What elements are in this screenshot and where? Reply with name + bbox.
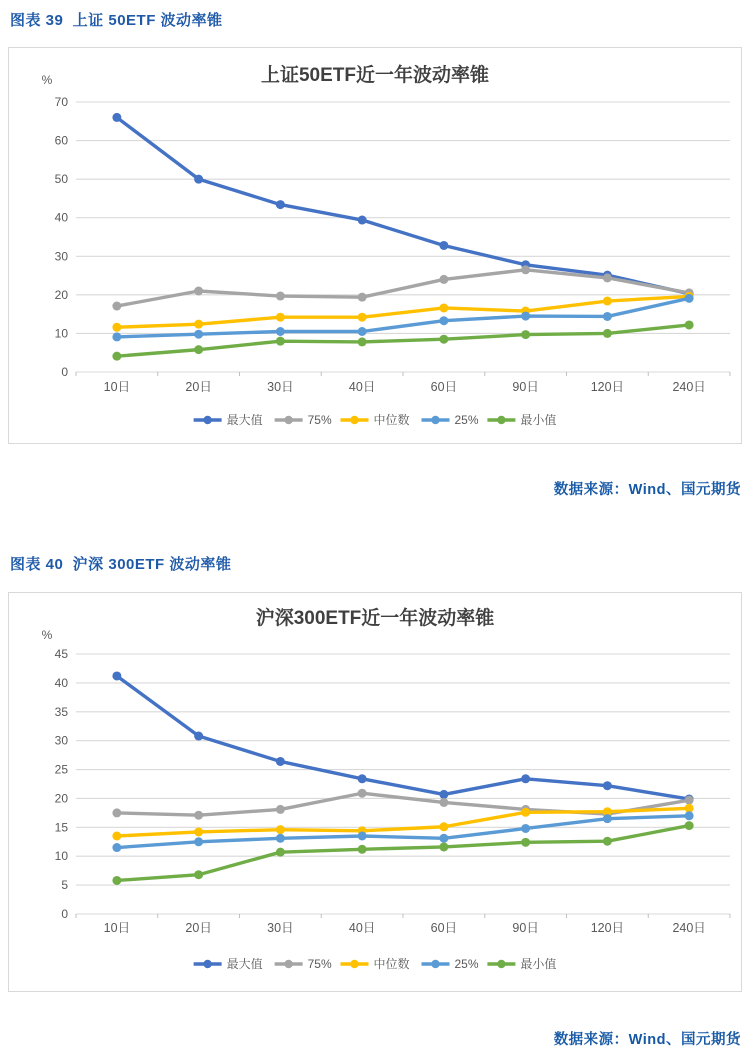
legend-item-series-p75 <box>275 413 332 427</box>
series-p75-marker <box>685 796 694 805</box>
legend-item-series-p25 <box>422 413 479 427</box>
legend-item-series-min <box>487 956 556 971</box>
svg-text:10日: 10日 <box>103 380 131 394</box>
svg-text:40: 40 <box>54 675 68 690</box>
series-min-marker <box>358 845 367 854</box>
legend-item-series-p75 <box>275 957 332 971</box>
series-max-marker <box>358 216 367 225</box>
svg-text:20: 20 <box>54 791 68 806</box>
legend-marker-icon <box>431 416 439 424</box>
series-median-marker <box>276 313 285 322</box>
legend-marker-icon <box>350 416 358 424</box>
series-max-marker <box>276 757 285 766</box>
series-min-marker <box>276 337 285 346</box>
legend-marker-icon <box>203 960 211 968</box>
series-median-marker <box>194 320 203 329</box>
series-min-marker <box>112 876 121 885</box>
svg-text:15: 15 <box>54 820 68 835</box>
series-max <box>112 671 693 803</box>
series-min-marker <box>521 838 530 847</box>
chart-title: 沪深300ETF近一年波动率锥 <box>255 608 495 629</box>
series-p75-marker <box>112 808 121 817</box>
sse50-chart-canvas <box>9 48 741 443</box>
series-p75-marker <box>439 275 448 284</box>
svg-text:30: 30 <box>54 249 68 264</box>
svg-text:30日: 30日 <box>267 380 294 394</box>
series-p25-marker <box>358 327 367 336</box>
series-min-marker <box>685 320 694 329</box>
series-max-marker <box>358 774 367 783</box>
series-p25-marker <box>276 327 285 336</box>
legend-item-label: 中位数 <box>373 413 410 427</box>
svg-text:60日: 60日 <box>430 921 458 935</box>
legend-marker-icon <box>350 960 358 968</box>
legend-item-label: 最小值 <box>520 413 557 427</box>
series-p75-marker <box>358 293 367 302</box>
svg-text:40: 40 <box>54 210 68 225</box>
legend-marker-icon <box>497 416 505 424</box>
chart-legend <box>194 956 557 971</box>
y-axis-tick-labels <box>55 95 69 379</box>
legend-marker-icon <box>284 960 292 968</box>
series-min-marker <box>112 352 121 361</box>
legend-marker-icon <box>431 960 439 968</box>
series-max-marker <box>194 732 203 741</box>
series-max-marker <box>276 200 285 209</box>
svg-text:0: 0 <box>61 365 68 379</box>
series-max-marker <box>521 774 530 783</box>
series-p75-marker <box>439 798 448 807</box>
legend-item-label: 最大值 <box>226 413 263 427</box>
data-source-line-1: 数据来源：Wind、国元期货 <box>553 482 741 498</box>
x-axis-category-labels <box>104 380 706 394</box>
series-median-marker <box>439 303 448 312</box>
x-axis-category-labels <box>104 921 706 935</box>
series-median-marker <box>194 827 203 836</box>
y-axis-tick-labels <box>55 647 69 921</box>
series-p25-marker <box>521 824 530 833</box>
series-min-marker <box>194 345 203 354</box>
series-p75-marker <box>112 302 121 311</box>
series-p25-marker <box>603 312 612 321</box>
series-p75-marker <box>276 805 285 814</box>
series-median-marker <box>276 825 285 834</box>
series-min-marker <box>439 335 448 344</box>
svg-text:50: 50 <box>54 172 68 187</box>
chart-legend <box>194 412 557 427</box>
svg-text:45: 45 <box>54 647 68 661</box>
series-max-marker <box>439 790 448 799</box>
series-min-marker <box>439 842 448 851</box>
series-p75-marker <box>276 292 285 301</box>
svg-text:30日: 30日 <box>267 921 294 935</box>
csi300-volatility-cone-chart <box>8 592 742 992</box>
legend-item-series-p25 <box>422 957 479 971</box>
series-p25-marker <box>276 834 285 843</box>
svg-text:10: 10 <box>54 849 68 864</box>
legend-marker-icon <box>497 960 505 968</box>
svg-text:240日: 240日 <box>672 921 706 935</box>
series-min-marker <box>194 870 203 879</box>
legend-item-series-max <box>194 412 263 427</box>
series-max-marker <box>112 671 121 680</box>
legend-item-label: 最大值 <box>226 957 263 971</box>
series-p25-marker <box>112 332 121 341</box>
series-median-marker <box>358 313 367 322</box>
series-p25-marker <box>521 312 530 321</box>
series-p75-marker <box>358 789 367 798</box>
series-p25-marker <box>439 834 448 843</box>
legend-marker-icon <box>203 416 211 424</box>
series-p25-marker <box>112 843 121 852</box>
series-p75-marker <box>521 265 530 274</box>
series-max-marker <box>112 113 121 122</box>
svg-text:25: 25 <box>54 762 68 777</box>
legend-item-label: 最小值 <box>520 957 557 971</box>
series-min-marker <box>521 330 530 339</box>
svg-text:90日: 90日 <box>512 921 539 935</box>
legend-item-label: 中位数 <box>373 957 410 971</box>
chart-title: 上证50ETF近一年波动率锥 <box>260 65 490 86</box>
series-p75-marker <box>194 287 203 296</box>
svg-text:120日: 120日 <box>590 921 625 935</box>
legend-item-label: 75% <box>307 413 332 427</box>
series-p25-marker <box>685 811 694 820</box>
legend-item-series-median <box>341 956 410 971</box>
svg-text:20: 20 <box>54 287 68 302</box>
x-axis-tick-marks <box>76 914 730 918</box>
series-min-marker <box>603 329 612 338</box>
sse50-volatility-cone-chart <box>8 47 742 444</box>
series-min-marker <box>685 821 694 830</box>
series-max-marker <box>439 241 448 250</box>
svg-text:20日: 20日 <box>185 380 212 394</box>
svg-text:60日: 60日 <box>430 380 458 394</box>
series-p75-marker <box>603 273 612 282</box>
svg-text:70: 70 <box>54 95 68 109</box>
data-source-line-2: 数据来源：Wind、国元期货 <box>553 1032 741 1048</box>
y-axis-unit-label: % <box>41 628 53 642</box>
legend-item-label: 75% <box>307 957 332 971</box>
legend-item-series-max <box>194 956 263 971</box>
series-p25-marker <box>194 330 203 339</box>
series-min-marker <box>276 848 285 857</box>
legend-item-series-min <box>487 412 556 427</box>
legend-item-label: 25% <box>454 957 479 971</box>
svg-text:40日: 40日 <box>348 380 376 394</box>
series-median-marker <box>112 832 121 841</box>
svg-text:240日: 240日 <box>672 380 706 394</box>
svg-text:40日: 40日 <box>348 921 376 935</box>
series-p25-marker <box>194 837 203 846</box>
svg-text:120日: 120日 <box>590 380 625 394</box>
svg-text:90日: 90日 <box>512 380 539 394</box>
legend-item-label: 25% <box>454 413 479 427</box>
series-median-marker <box>603 297 612 306</box>
series-median-marker <box>112 323 121 332</box>
series-median-marker <box>439 822 448 831</box>
y-axis-unit-label: % <box>41 73 53 87</box>
svg-text:10: 10 <box>54 326 68 341</box>
series-min-marker <box>358 337 367 346</box>
figure-40-heading: 图表 40 沪深 300ETF 波动率锥 <box>10 556 232 573</box>
legend-item-series-median <box>341 412 410 427</box>
series-max-marker <box>603 781 612 790</box>
series-p25-marker <box>685 294 694 303</box>
svg-text:35: 35 <box>54 704 68 719</box>
series-median-marker <box>521 808 530 817</box>
legend-marker-icon <box>284 416 292 424</box>
series-p25-marker <box>439 316 448 325</box>
figure-39-heading: 图表 39 上证 50ETF 波动率锥 <box>10 12 223 29</box>
svg-text:10日: 10日 <box>103 921 131 935</box>
series-p75-marker <box>194 811 203 820</box>
x-axis-tick-marks <box>76 372 730 376</box>
series-min-marker <box>603 837 612 846</box>
series-max-marker <box>194 175 203 184</box>
svg-text:20日: 20日 <box>185 921 212 935</box>
series-p25-marker <box>603 814 612 823</box>
svg-text:0: 0 <box>61 907 68 921</box>
svg-text:5: 5 <box>61 878 68 893</box>
svg-text:30: 30 <box>54 733 68 748</box>
csi300-chart-canvas <box>9 593 741 991</box>
series-p25-marker <box>358 832 367 841</box>
svg-text:60: 60 <box>54 133 68 148</box>
